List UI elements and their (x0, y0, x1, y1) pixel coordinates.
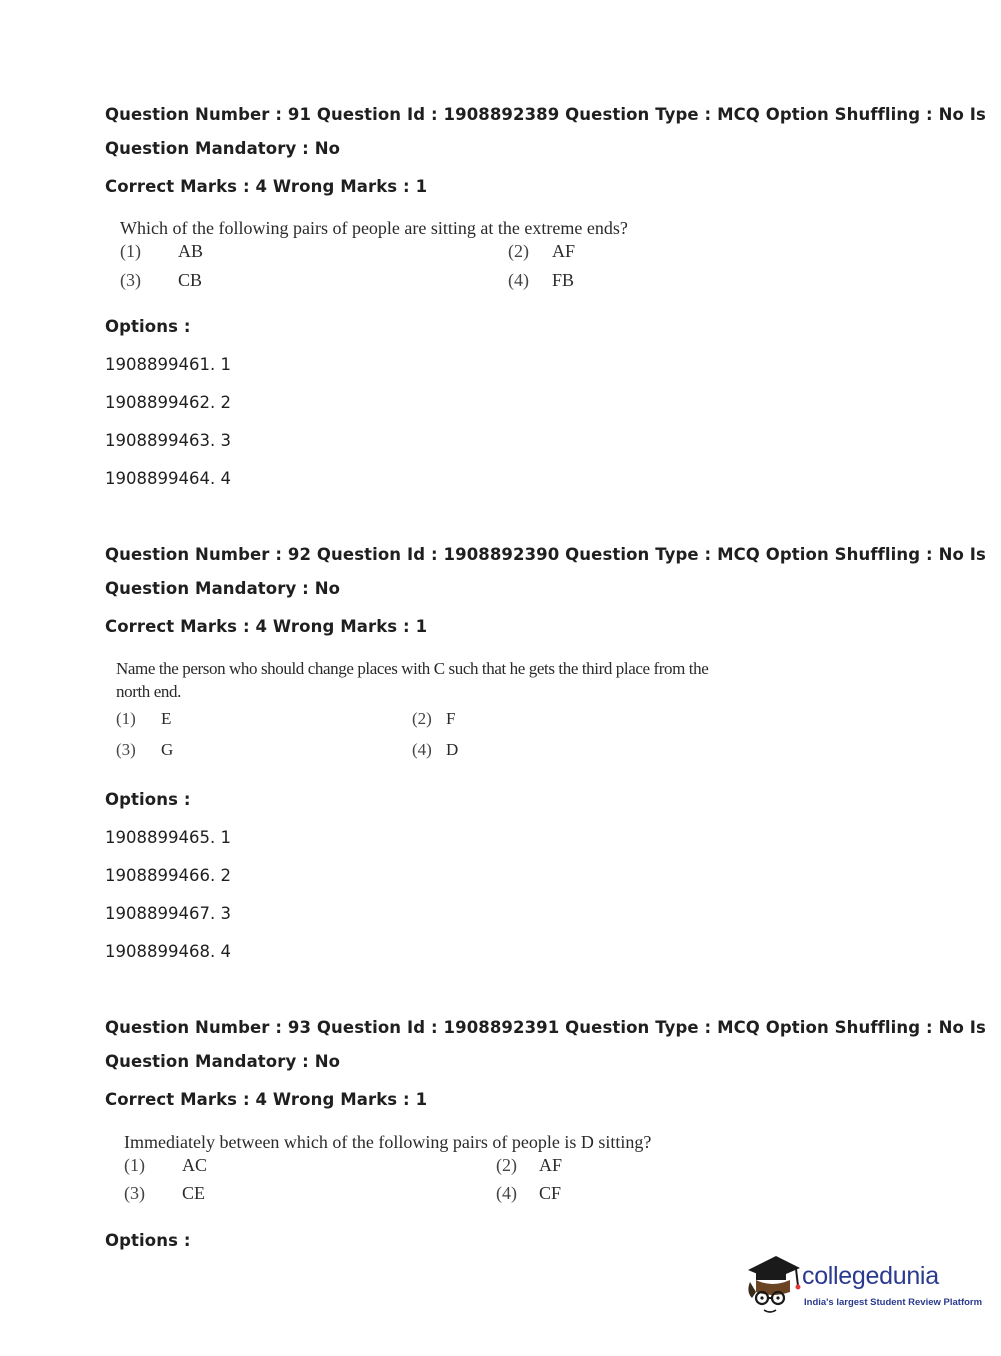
choice-value: FB (552, 270, 575, 290)
choice-value: AB (178, 241, 204, 261)
logo-wordmark: collegedunia (802, 1262, 939, 1290)
choice-value: AC (182, 1155, 208, 1175)
option-item: 1908899463. 3 (105, 431, 231, 450)
choice-value: AF (552, 241, 576, 261)
choice-1 (116, 709, 171, 729)
choice-number: (2) (508, 241, 529, 261)
collegedunia-logo (742, 1248, 983, 1318)
question-text: Immediately between which of the following pairs of people is D sitting? (124, 1132, 652, 1152)
question-meta-line-2: Question Mandatory : No (105, 139, 341, 158)
options-label: Options : (105, 1231, 191, 1250)
option-item: 1908899461. 1 (105, 355, 231, 374)
option-item: 1908899466. 2 (105, 866, 231, 885)
question-meta-line-2: Question Mandatory : No (105, 1052, 341, 1071)
choice-value: CB (178, 270, 203, 290)
choice-number: (3) (116, 740, 136, 759)
mascot-icon (742, 1248, 804, 1318)
option-item: 1908899464. 4 (105, 469, 231, 488)
choice-value: D (446, 740, 459, 759)
choice-value: AF (539, 1155, 563, 1175)
choice-value: E (161, 709, 172, 728)
options-label: Options : (105, 790, 191, 809)
choice-2 (496, 1155, 562, 1176)
choice-value: CF (539, 1183, 562, 1203)
question-marks: Correct Marks : 4 Wrong Marks : 1 (105, 177, 428, 196)
choice-number: (4) (412, 740, 432, 759)
choice-1 (124, 1155, 207, 1176)
choice-number: (2) (412, 709, 432, 728)
choice-number: (1) (116, 709, 136, 728)
choice-number: (3) (120, 270, 141, 290)
question-meta-line-1: Question Number : 93 Question Id : 1908892391 Question Type : MCQ Option Shuffling : No Is (105, 1018, 986, 1037)
logo-tagline: India's largest Student Review Platform (804, 1297, 983, 1308)
question-meta-line-2: Question Mandatory : No (105, 579, 341, 598)
choice-2 (412, 709, 455, 729)
choice-number: (2) (496, 1155, 517, 1175)
choice-3 (120, 270, 202, 291)
question-meta-line-1: Question Number : 91 Question Id : 1908892389 Question Type : MCQ Option Shuffling : No Is (105, 105, 986, 124)
option-item: 1908899465. 1 (105, 828, 231, 847)
choice-4 (496, 1183, 561, 1204)
choice-value: G (161, 740, 174, 759)
option-item: 1908899468. 4 (105, 942, 231, 961)
choice-number: (4) (508, 270, 529, 290)
choice-3 (116, 740, 173, 760)
question-image (116, 656, 736, 766)
choice-1 (120, 241, 203, 262)
choice-3 (124, 1183, 205, 1204)
choice-number: (1) (120, 241, 141, 261)
choice-number: (3) (124, 1183, 145, 1203)
question-meta-line-1: Question Number : 92 Question Id : 1908892390 Question Type : MCQ Option Shuffling : No Is (105, 545, 986, 564)
question-image (124, 1131, 724, 1211)
choice-value: F (446, 709, 456, 728)
option-item: 1908899467. 3 (105, 904, 231, 923)
question-marks: Correct Marks : 4 Wrong Marks : 1 (105, 617, 428, 636)
question-text: Which of the following pairs of people are sitting at the extreme ends? (120, 218, 628, 238)
choice-number: (4) (496, 1183, 517, 1203)
choice-4 (412, 740, 458, 760)
option-item: 1908899462. 2 (105, 393, 231, 412)
question-image (118, 216, 738, 296)
question-text: Name the person who should change places with C such that he gets the third place from the north end. (116, 659, 709, 701)
question-marks: Correct Marks : 4 Wrong Marks : 1 (105, 1090, 428, 1109)
choice-4 (508, 270, 574, 291)
choice-number: (1) (124, 1155, 145, 1175)
choice-2 (508, 241, 575, 262)
choice-value: CE (182, 1183, 206, 1203)
options-label: Options : (105, 317, 191, 336)
